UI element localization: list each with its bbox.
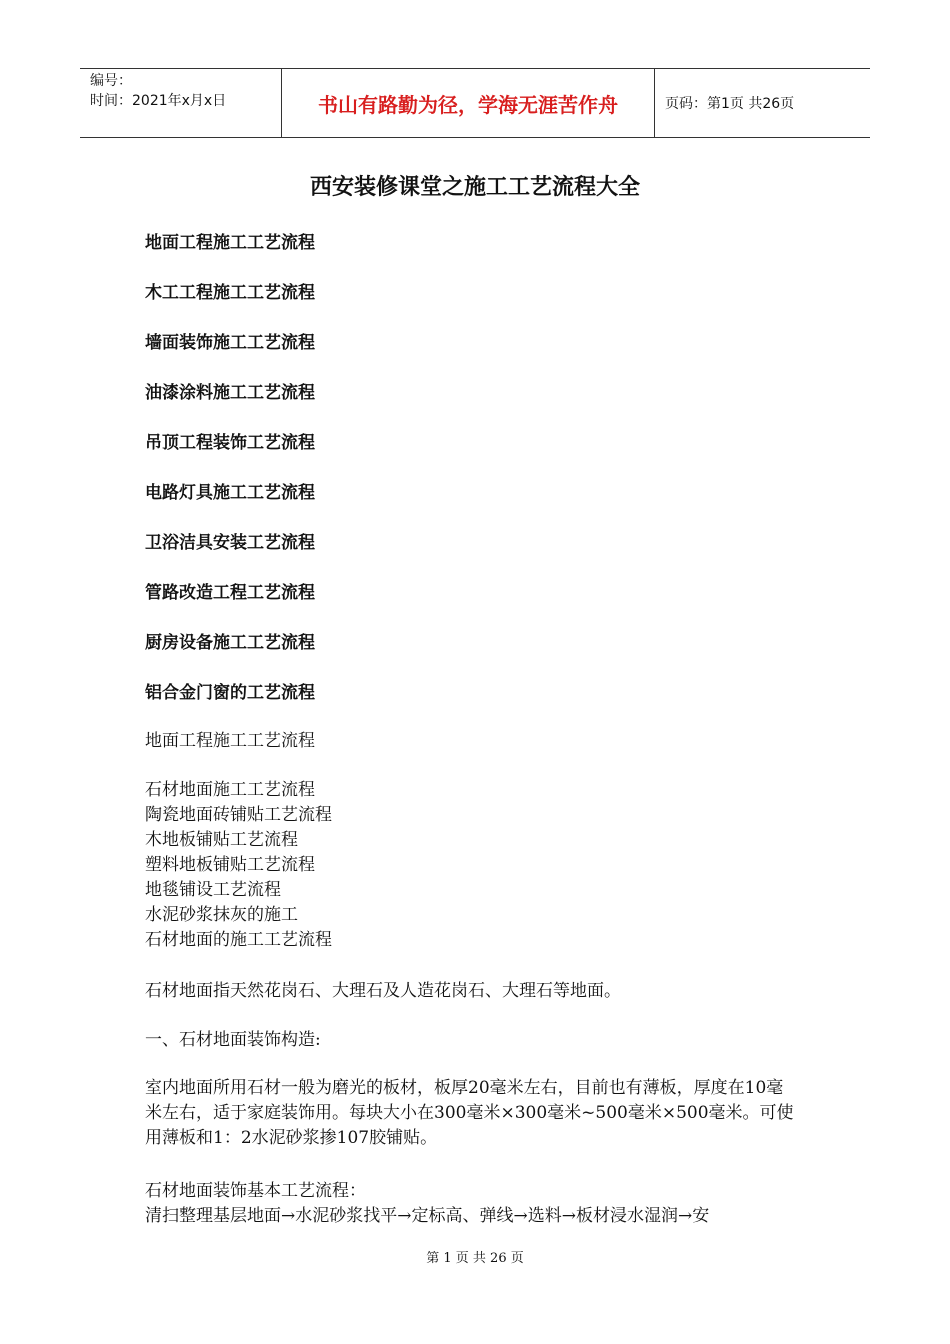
paragraph: 石材地面装饰基本工艺流程： [145, 1181, 366, 1201]
sub-item: 塑料地板铺贴工艺流程 [145, 855, 315, 875]
sub-item: 石材地面施工工艺流程 [145, 780, 315, 800]
number-label: 编号： [90, 73, 132, 89]
page-footer: 第 1 页 共 26 页 [426, 1251, 524, 1266]
header-meta [80, 69, 282, 137]
sub-item-list [145, 778, 332, 953]
paragraph: 清扫整理基层地面→水泥砂浆找平→定标高、弹线→选料→板材浸水湿润→安 [145, 1206, 710, 1226]
sub-item: 石材地面的施工工艺流程 [145, 930, 332, 950]
sub-item: 陶瓷地面砖铺贴工艺流程 [145, 805, 332, 825]
paragraph: 室内地面所用石材一般为磨光的板材，板厚20毫米左右，目前也有薄板，厚度在10毫米左右，适于家庭装饰用。每块大小在300毫米×300毫米~500毫米×500毫米。可使用薄板和1：2水泥砂浆掺107胶铺贴。 [145, 1078, 794, 1148]
paragraph: 一、石材地面装饰构造: [145, 1030, 321, 1050]
toc-item: 地面工程施工工艺流程 [145, 233, 315, 253]
header-page-code: 页码：第1页 共26页 [665, 96, 795, 112]
header-table [80, 68, 870, 138]
sub-item: 水泥砂浆抹灰的施工 [145, 905, 298, 925]
table-of-contents [145, 230, 315, 730]
toc-item: 卫浴洁具安装工艺流程 [145, 533, 315, 553]
header-motto: 书山有路勤为径，学海无涯苦作舟 [282, 69, 655, 137]
toc-item: 管路改造工程工艺流程 [145, 583, 315, 603]
toc-item: 厨房设备施工工艺流程 [145, 633, 315, 653]
time-label: 时间：2021年x月x日 [90, 93, 227, 109]
toc-item: 木工工程施工工艺流程 [145, 283, 315, 303]
sub-item: 地毯铺设工艺流程 [145, 880, 281, 900]
toc-item: 吊顶工程装饰工艺流程 [145, 433, 315, 453]
document-title: 西安装修课堂之施工工艺流程大全 [309, 174, 640, 200]
toc-item: 电路灯具施工工艺流程 [145, 483, 315, 503]
toc-item: 油漆涂料施工工艺流程 [145, 383, 315, 403]
sub-item: 木地板铺贴工艺流程 [145, 830, 298, 850]
toc-item: 墙面装饰施工工艺流程 [145, 333, 315, 353]
toc-item: 铝合金门窗的工艺流程 [145, 683, 315, 703]
section-heading: 地面工程施工工艺流程 [145, 731, 315, 751]
paragraph: 石材地面指天然花岗石、大理石及人造花岗石、大理石等地面。 [145, 981, 621, 1001]
